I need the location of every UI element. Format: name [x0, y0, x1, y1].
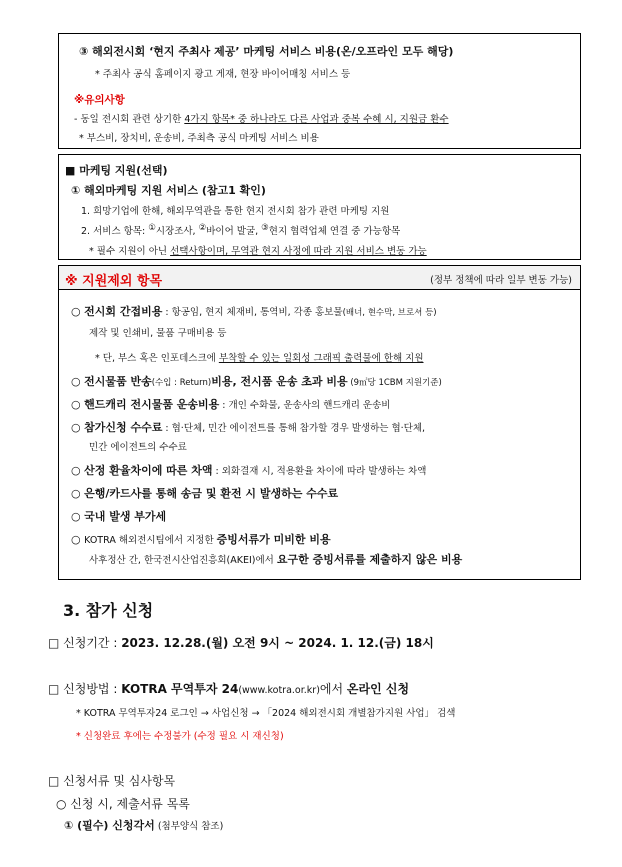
i4-bold: 참가신청 수수료 [84, 421, 163, 434]
method-bold-1: KOTRA 무역투자 24 [121, 682, 239, 696]
item3-title: ③ 해외전시회 ‘현지 주최사 제공’ 마케팅 서비스 비용(온/오프라인 모두 해당) [79, 45, 454, 58]
caution-title: ※유의사항 [74, 94, 125, 106]
docs-item1-text: (첨부양식 참조) [154, 821, 224, 832]
apply-heading: 3. 참가 신청 [63, 601, 154, 620]
exclusion-item-7: ○ 국내 발생 부가세 [71, 510, 167, 523]
exclusion-item-2: ○ 전시물품 반송(수입 : Return)비용, 전시품 운송 초과 비용 (9㎥당 1CBM 지원기준) [71, 375, 442, 388]
i2-b2: 비용, 전시품 운송 초과 비용 [211, 375, 348, 388]
marketing-note-underlined: 선택사항이며, 무역관 현지 사정에 따라 지원 서비스 변동 가능 [170, 246, 427, 257]
i2-b1: 전시물품 반송 [84, 375, 152, 388]
box-marketing-support [58, 154, 581, 260]
exclusion-item-6: ○ 은행/카드사를 통해 송금 및 환전 시 발생하는 수수료 [71, 487, 339, 500]
i6-bold: 은행/카드사를 통해 송금 및 환전 시 발생하는 수수료 [84, 487, 339, 500]
marketing-line2-b: 바이어 발굴, [206, 226, 262, 238]
exclusion-header [59, 266, 580, 290]
i1-bold: 전시회 간접비용 [84, 305, 163, 318]
exclusion-title: ※ 지원제외 항목 [65, 274, 163, 289]
method-url: (www.kotra.or.kr) [238, 685, 320, 696]
i8-line2-bold: 요구한 증빙서류를 제출하지 않은 비용 [276, 553, 463, 566]
marketing-line2-prefix: 2. 서비스 항목: [81, 226, 149, 238]
i8-bold: 증빙서류가 미비한 비용 [216, 533, 331, 546]
marketing-section-title: ■ 마케팅 지원(선택) [65, 164, 168, 177]
marketing-line2-c: 현지 협력업체 연결 중 가능항목 [268, 226, 401, 238]
caution-line1 [74, 111, 449, 125]
i1-text: : 항공임, 현지 체재비, 통역비, 각종 홍보물 [162, 307, 343, 318]
exclusion-item-1: ○ 전시회 간접비용 : 항공임, 현지 체재비, 통역비, 각종 홍보물(배너, 현수막, 브로셔 등) [71, 305, 437, 318]
sup-3: ③ [261, 223, 269, 233]
method-label: □ 신청방법 : [48, 682, 122, 696]
caution-line2: * 부스비, 장치비, 운송비, 주최측 공식 마케팅 서비스 비용 [79, 133, 319, 144]
exclusion-item-4: ○ 참가신청 수수료 : 협·단체, 민간 에이전트를 통해 참가할 경우 발생하는 협·단체, [71, 421, 426, 434]
i1-note-underlined: 부착할 수 있는 일회성 그래픽 출력물에 한해 지원 [218, 353, 424, 364]
i2-small2: (9㎥당 1CBM 지원기준) [347, 378, 442, 388]
i7-bold: 국내 발생 부가세 [84, 510, 167, 523]
marketing-note [89, 243, 427, 257]
sup-1: ① [148, 223, 156, 233]
box-exclusions [58, 265, 581, 580]
i2-small1: (수입 : Return) [151, 378, 212, 388]
apply-method [48, 680, 409, 697]
period-label: □ 신청기간 : [48, 636, 122, 650]
marketing-note-prefix: * 필수 지원이 아닌 [89, 246, 171, 257]
marketing-item1-title: ① 해외마케팅 지원 서비스 (참고1 확인) [71, 184, 266, 197]
exclusion-subtitle: (정부 정책에 따라 일부 변동 가능) [430, 275, 572, 286]
marketing-line1: 1. 희망기업에 한해, 해외무역관을 통한 현지 전시회 참가 관련 마케팅 지원 [81, 206, 390, 217]
i3-bold: 핸드캐리 전시물품 운송비용 [84, 398, 220, 411]
marketing-line2-a: 시장조사, [155, 226, 199, 238]
i8-text: KOTRA 해외전시팀에서 지정한 [84, 535, 217, 546]
exclusion-item-8-line2 [89, 551, 462, 567]
docs-item-1 [64, 817, 223, 833]
exclusion-item-4-line2: 민간 에이전트의 수수료 [89, 442, 187, 453]
docs-label: □ 신청서류 및 심사항목 [48, 774, 176, 788]
exclusion-item-1-note [95, 350, 424, 364]
item3-note: * 주최사 공식 홈페이지 광고 게재, 현장 바이어매칭 서비스 등 [95, 69, 351, 80]
caution-line1-prefix: - 동일 전시회 관련 상기한 [74, 114, 185, 125]
docs-item1-bold: ① (필수) 신청각서 [64, 819, 155, 832]
method-bold-2: 온라인 신청 [346, 682, 410, 696]
sup-2: ② [198, 223, 207, 233]
exclusion-item-5: ○ 산정 환율차이에 따른 차액 : 외화결재 시, 적용환율 차이에 따라 발생하는 차액 [71, 464, 427, 477]
period-value: 2023. 12.28.(월) 오전 9시 ~ 2024. 1. 12.(금) 18시 [121, 636, 434, 650]
docs-sub: ○ 신청 시, 제출서류 목록 [56, 797, 190, 811]
i1-small: (배너, 현수막, 브로셔 등) [342, 308, 437, 318]
exclusion-item-8: ○ KOTRA 해외전시팀에서 지정한 증빙서류가 미비한 비용 [71, 533, 331, 546]
i8-line2-text: 사후정산 간, 한국전시산업진흥회(AKEI)에서 [89, 555, 277, 566]
method-note: * KOTRA 무역투자24 로그인 → 사업신청 → 「2024 해외전시회 개별참가지원 사업」 검색 [76, 708, 456, 719]
marketing-line2 [81, 223, 400, 237]
box-marketing-cost [58, 33, 581, 149]
exclusion-item-3: ○ 핸드캐리 전시물품 운송비용 : 개인 수화물, 운송사의 핸드캐리 운송비 [71, 398, 391, 411]
i5-bold: 산정 환율차이에 따른 차액 [84, 464, 213, 477]
i1-note-prefix: * 단, 부스 혹은 인포데스크에 [95, 353, 219, 364]
i4-text: : 협·단체, 민간 에이전트를 통해 참가할 경우 발생하는 협·단체, [162, 423, 426, 434]
method-warning: * 신청완료 후에는 수정불가 (수정 필요 시 재신청) [76, 731, 284, 742]
apply-period [48, 634, 434, 651]
i5-text: : 외화결재 시, 적용환율 차이에 따라 발생하는 차액 [212, 466, 427, 477]
exclusion-item-1-line2: 제작 및 인쇄비, 물품 구매비용 등 [89, 328, 227, 339]
method-mid: 에서 [319, 682, 347, 696]
i3-text: : 개인 수화물, 운송사의 핸드캐리 운송비 [219, 400, 391, 411]
caution-line1-underlined: 4가지 항목* 중 하나라도 다른 사업과 중복 수혜 시, 지원금 환수 [184, 114, 449, 125]
